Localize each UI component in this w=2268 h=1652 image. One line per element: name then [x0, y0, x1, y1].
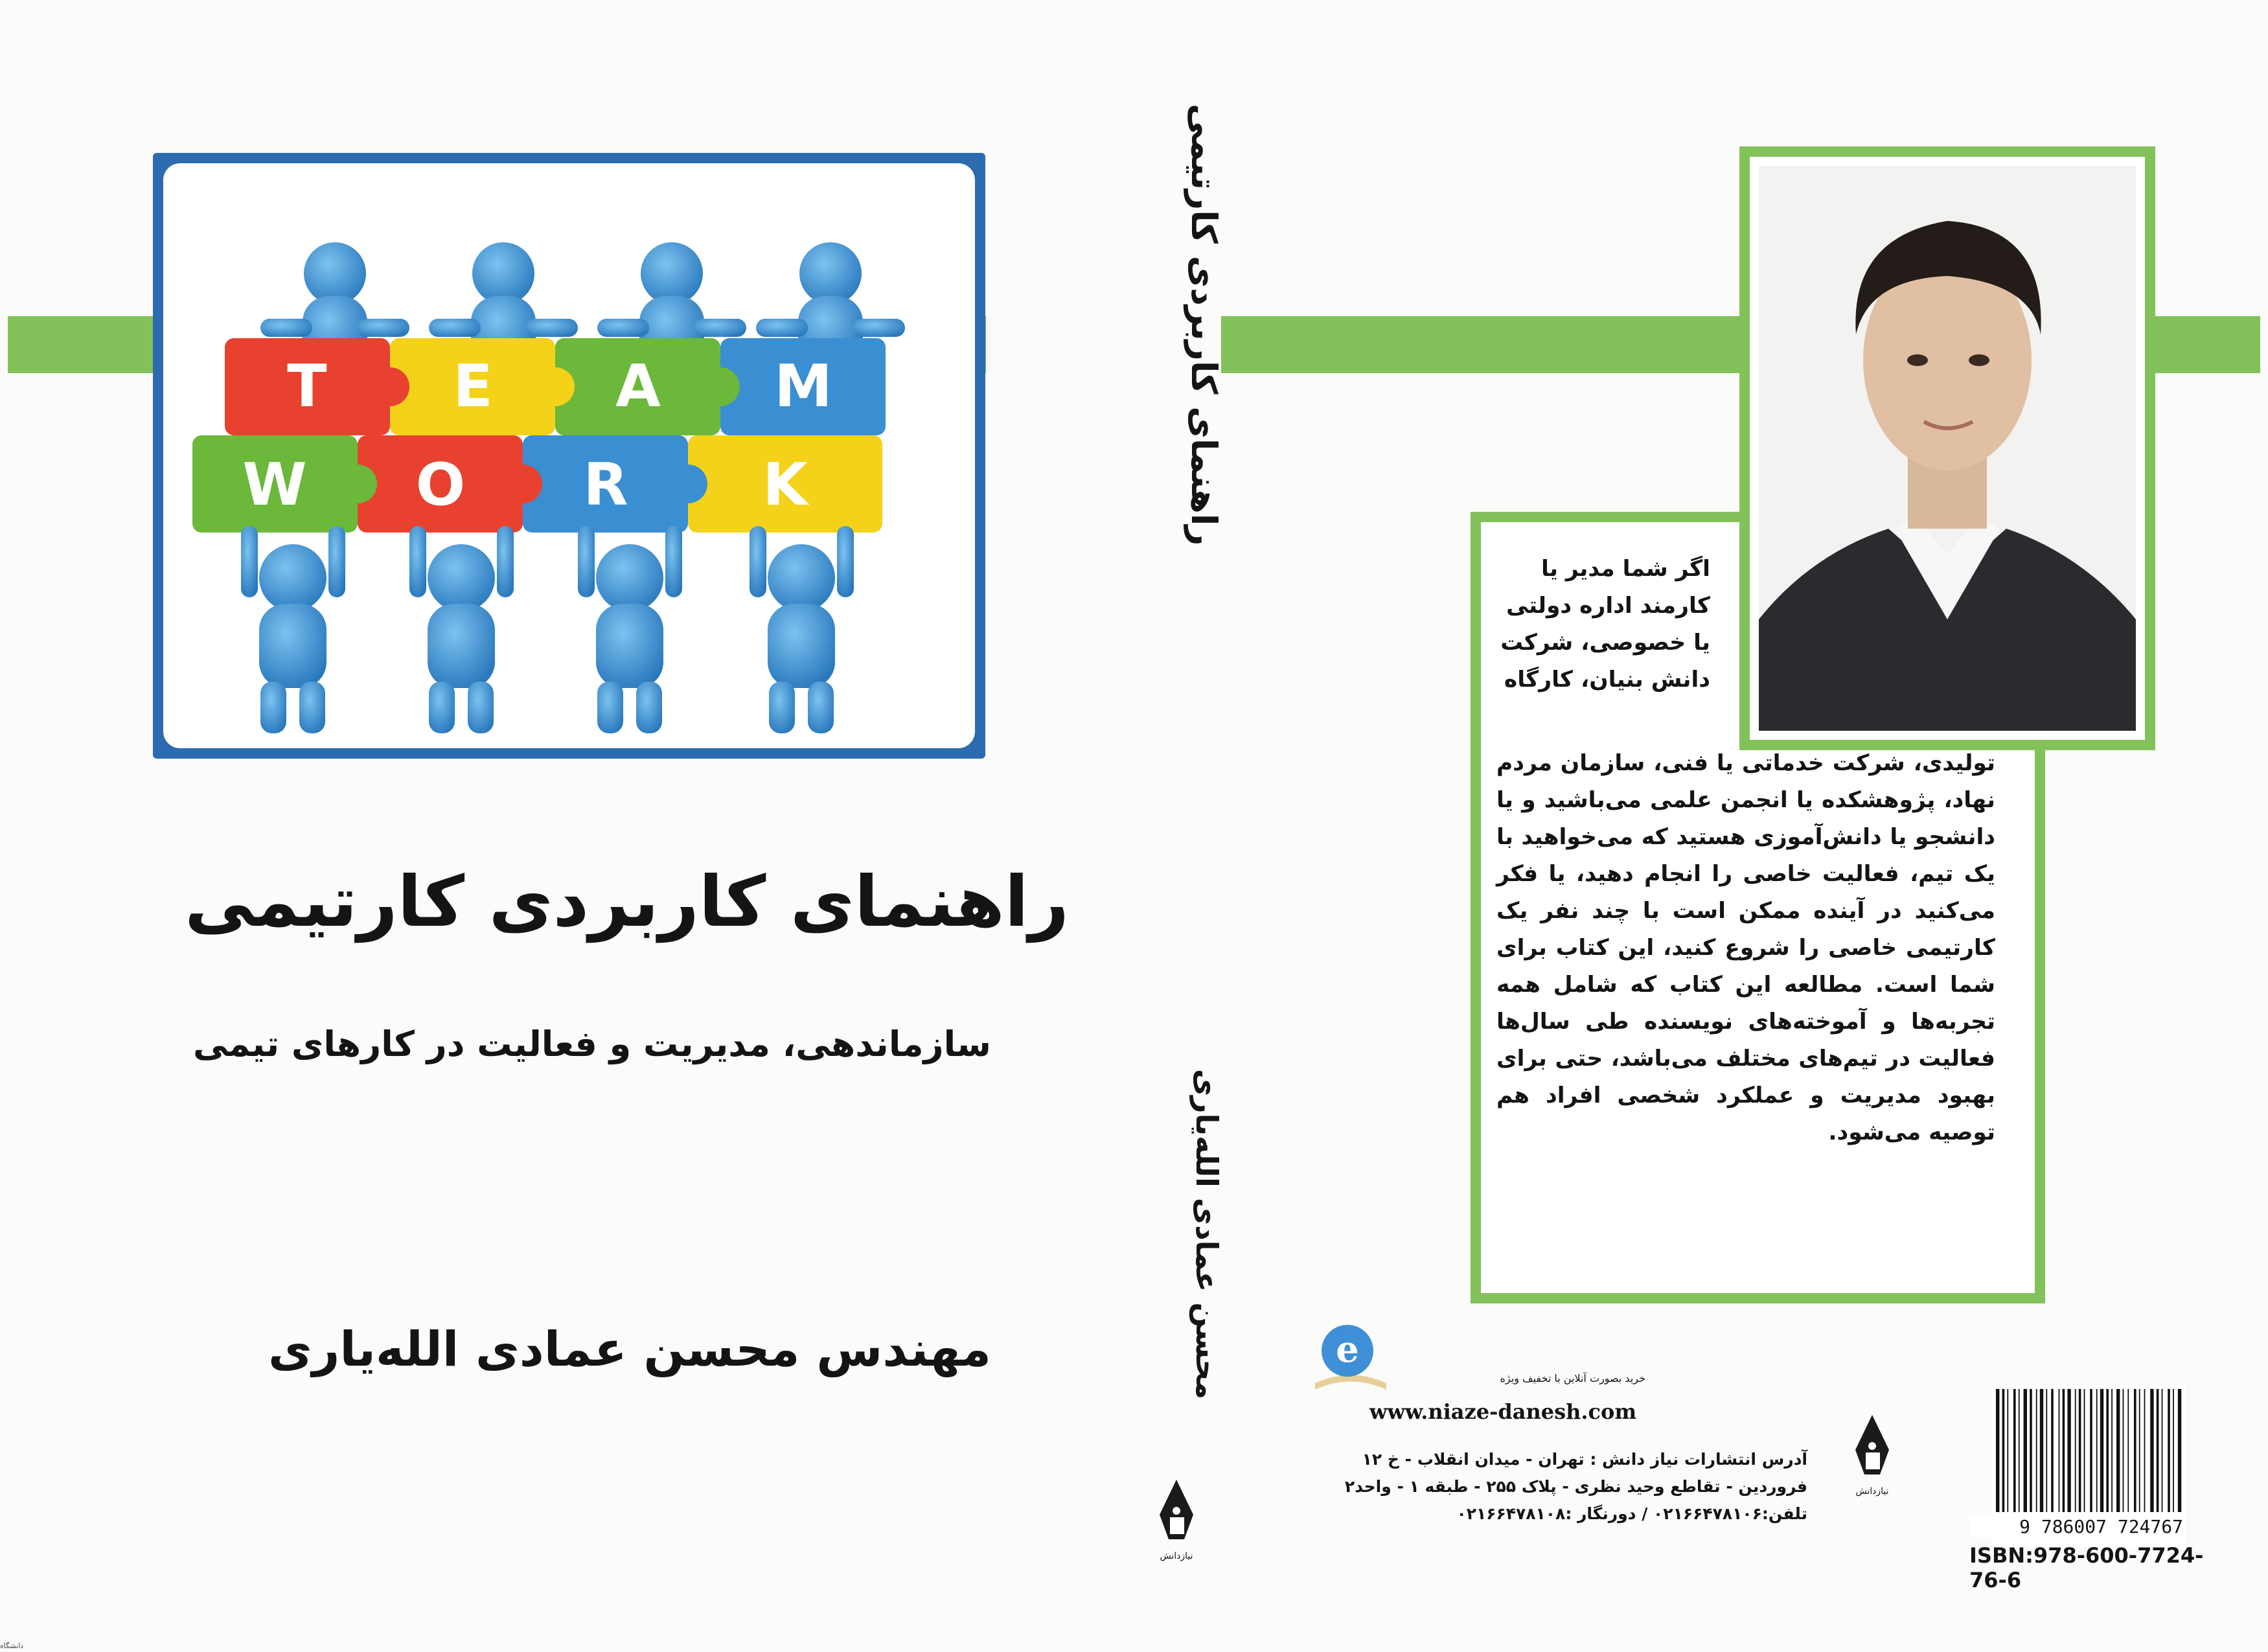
- internet-e-icon: [1309, 1322, 1393, 1393]
- author-name: مهندس محسن عمادی الله‌یاری: [268, 1322, 991, 1377]
- intro-text: اگر شما مدیر یا کارمند اداره دولتی یا خصوصی، شرکت دانش بنیان، کارگاه: [1500, 556, 1710, 693]
- barcode-bar: [2144, 1389, 2146, 1512]
- teamwork-illustration-frame: [153, 153, 985, 759]
- barcode-bar: [2063, 1389, 2065, 1512]
- corner-tag: دانشگاه: [0, 1642, 24, 1650]
- barcode-bar: [2007, 1389, 2008, 1512]
- book-subtitle: سازماندهی، مدیریت و فعالیت در کارهای تیمی: [192, 1024, 991, 1064]
- e-book-logo: [1309, 1322, 1393, 1395]
- barcode-bar: [2157, 1389, 2159, 1512]
- barcode-bar: [2051, 1389, 2054, 1512]
- teamwork-puzzle-illustration: [163, 163, 975, 748]
- author-photo-frame: [1739, 146, 2155, 750]
- barcode-bar: [2116, 1389, 2120, 1512]
- author-photo: [1759, 166, 2136, 731]
- publisher-website[interactable]: www.niaze-danesh.com: [1369, 1399, 1637, 1424]
- barcode-bar: [2036, 1389, 2037, 1512]
- barcode-bar: [2127, 1389, 2129, 1512]
- puzzle-letter: K: [762, 451, 808, 519]
- address-line-1: آدرس انتشارات نیاز دانش : تهران - میدان انقلاب - خ ۱۲: [1362, 1450, 1807, 1469]
- spine-author-text: محسن عمادی الله‌یاری: [1189, 1069, 1224, 1400]
- pen-nib-logo-icon: [1151, 1477, 1202, 1548]
- puzzle-letter: T: [287, 352, 327, 420]
- publisher-address: [1289, 1446, 1807, 1528]
- description-text: تولیدی، شرکت خدماتی یا فنی، سازمان مردم نهاد، پژوهشکده یا انجمن علمی می‌باشید و یا دانشجو یا دانش‌آموزی هستید که می‌خواهید با یک تیم، فعالیت خاصی را انجام دهید، یا فکر می‌کنید در آینده ممکن است با چند نفر یک کارتیمی خاصی را شروع کنید، این کتاب برای شما است. مطالعه این کتاب که شامل همه تجربه‌ها و آموخته‌های نویسنده طی سال‌ها فعالیت در تیم‌های مختلف می‌باشد، حتی برای بهبود مدیریت و عملکرد شخصی افراد هم توصیه می‌شود.: [1496, 750, 1995, 1145]
- puzzle-letter: W: [242, 451, 307, 519]
- barcode-bar: [2040, 1389, 2043, 1512]
- barcode-bar: [2002, 1389, 2005, 1512]
- spine-title-text: راهنمای کاربردی کارتیمی: [1184, 104, 1224, 546]
- spine-author: [1186, 1069, 1224, 1400]
- barcode-bar: [2079, 1389, 2081, 1512]
- publisher-logo-front: [1151, 1477, 1202, 1561]
- spine-title: [1179, 104, 1224, 622]
- online-purchase-note: خرید بصورت آنلاین با تخفیف ویژه: [1500, 1372, 1645, 1384]
- barcode-digits: 9 786007 724767: [1969, 1516, 2183, 1537]
- publisher-logo-caption-back: نیازدانش: [1855, 1486, 1889, 1497]
- publisher-logo-caption: نیازدانش: [1160, 1551, 1193, 1561]
- barcode-bar: [2067, 1389, 2070, 1512]
- puzzle-letter: M: [774, 352, 832, 420]
- puzzle-letter: A: [615, 352, 661, 420]
- barcode-bar: [2100, 1389, 2103, 1512]
- puzzle-letter: O: [415, 451, 466, 519]
- barcode-bar: [2084, 1389, 2085, 1512]
- barcode-bar: [2178, 1389, 2181, 1512]
- publisher-logo-back: [1846, 1412, 1898, 1497]
- puzzle-row-team: [225, 338, 886, 435]
- puzzle-letter: E: [453, 352, 493, 420]
- pen-nib-logo-icon: [1846, 1412, 1898, 1484]
- barcode-bar: [2013, 1389, 2016, 1512]
- address-line-3: تلفن:۰۲۱۶۶۴۷۸۱۰۶ / دورنگار :۰۲۱۶۶۴۷۸۱۰۸: [1456, 1504, 1807, 1523]
- barcode-bar: [2024, 1389, 2027, 1512]
- author-portrait: [1759, 166, 2136, 731]
- barcode-bar: [2075, 1389, 2076, 1512]
- barcode-bar: [1996, 1389, 1999, 1512]
- svg-text:e: e: [1336, 1328, 1359, 1371]
- teamwork-illustration: [163, 163, 975, 748]
- barcode-bar: [2030, 1389, 2032, 1512]
- barcode-bar: [2139, 1389, 2140, 1512]
- barcode-bar: [2059, 1389, 2060, 1512]
- barcode-bar: [2111, 1389, 2113, 1512]
- barcode-bar: [2173, 1389, 2174, 1512]
- bottom-figures: [241, 526, 854, 733]
- barcode-bar: [2019, 1389, 2020, 1512]
- barcode-bar: [2134, 1389, 2136, 1512]
- puzzle-letter: R: [583, 451, 628, 519]
- puzzle-row-work: [192, 435, 882, 533]
- barcode-bar: [2106, 1389, 2109, 1512]
- barcode-bar: [2150, 1389, 2153, 1512]
- barcode-bar: [2096, 1389, 2098, 1512]
- barcode-bar: [2123, 1389, 2124, 1512]
- book-title: راهنمای کاربردی کارتیمی: [185, 862, 1069, 943]
- barcode-bar: [2168, 1389, 2170, 1512]
- address-line-2: فروردین - تقاطع وحید نظری - پلاک ۲۵۵ - طبقه ۱ - واحد۲: [1344, 1477, 1807, 1496]
- barcode-bar: [2162, 1389, 2163, 1512]
- barcode-bar: [2090, 1389, 2092, 1512]
- barcode-bars: [1992, 1385, 2186, 1515]
- barcode-bar: [2046, 1389, 2047, 1512]
- isbn: ISBN:978-600-7724-76-6: [1969, 1543, 2204, 1592]
